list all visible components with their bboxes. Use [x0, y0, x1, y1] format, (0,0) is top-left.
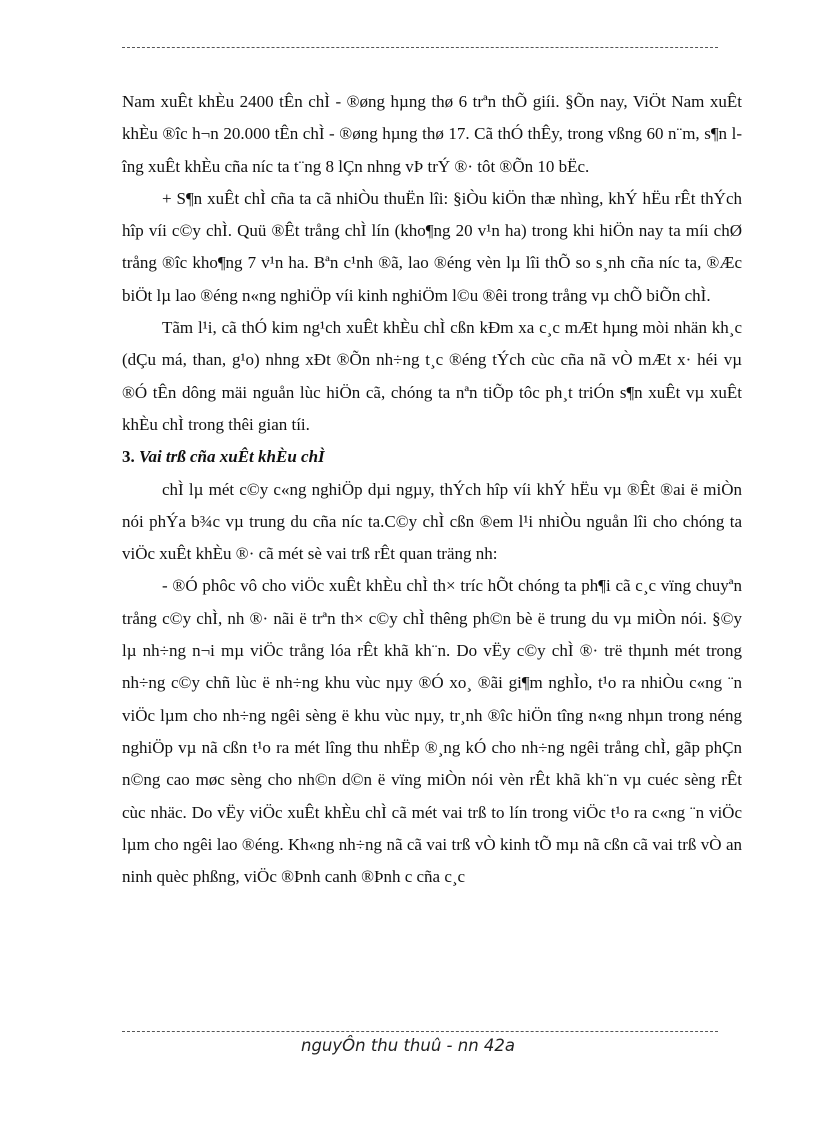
paragraph-tea-role-intro: chÌ lµ mét c©y c«ng nghiÖp dµi ngµy, thÝch hîp víi khÝ hËu vµ ®Êt ®ai ë miÒn nói phÝa b¾c vµ trung du cña níc ta.C©y chÌ cßn ®em l¹i nhiÒu nguån lîi cho chóng ta viÖc xuÊt khÈu ®· cã mét sè vai trß rÊt quan träng nh: — [122, 479, 742, 564]
paragraph-export-ranking: Nam xuÊt khÈu 2400 tÊn chÌ - ®øng hµng thø 6 trªn thÕ giíi. §Õn nay, ViÖt Nam xuÊt khÈu ®îc h¬n 20.000 tÊn chÌ - ®øng hµng thø 17. Cã thÓ thÊy, trong vßng 60 n¨m, s¶n lîng xuÊt khÈu cña níc ta t¨ng 8 lÇn nhng vÞ trÝ ®· tôt ®Õn 10 bËc. — [122, 92, 742, 176]
paragraph-summary: Tãm l¹i, cã thÓ kim ng¹ch xuÊt khÈu chÌ cßn kÐm xa c¸c mÆt hµng mòi nhän kh¸c (dÇu má, than, g¹o) nhng xÐt ®Õn nh÷ng t¸c ®éng tÝch cùc cña nã vÒ mÆt x· héi vµ ®Ó tÊn dông mäi nguån lùc hiÖn cã, chóng ta nªn tiÕp tôc ph¸t triÓn s¶n xuÊt vµ xuÊt khÈu chÌ trong thêi gian tíi. — [122, 318, 742, 434]
page-footer: nguyÔn thu thuû - nn 42a — [300, 1036, 516, 1055]
document-body — [122, 86, 742, 893]
header-divider — [122, 47, 718, 48]
paragraph-advantages: + S¶n xuÊt chÌ cña ta cã nhiÒu thuËn lîi: §iÒu kiÖn thæ nhìng, khÝ hËu rÊt thÝch hîp víi c©y chÌ. Quü ®Êt trång chÌ lín (kho¶ng 20 v¹n ha) trong khi hiÖn nay ta míi chØ trång ®îc kho¶ng 7 v¹n ha. Bªn c¹nh ®ã, lao ®éng vèn lµ lîi thÕ so s¸nh cña níc ta, ®Æc biÖt lµ lao ®éng n«ng nghiÖp víi kinh nghiÖm l©u ®êi trong trång vµ chÕ biÕn chÌ. — [122, 188, 742, 305]
section-heading — [122, 441, 742, 473]
paragraph-tea-role-detail: - ®Ó phôc vô cho viÖc xuÊt khÈu chÌ th× tríc hÕt chóng ta ph¶i cã c¸c vïng chuyªn trång c©y chÌ, nh ®· nãi ë trªn th× c©y chÌ thêng ph©n bè ë trung du vµ miÒn nói. §©y lµ nh÷ng n¬i mµ viÖc trång lóa rÊt khã kh¨n. Do vËy c©y chÌ ®· trë thµnh mét trong nh÷ng c©y chñ lùc ë nh÷ng khu vùc nµy ®Ó xo¸ ®ãi gi¶m nghÌo, t¹o ra nhiÒu c«ng ¨n viÖc lµm cho nh÷ng ngêi sèng ë khu vùc nµy, tr¸nh ®îc hiÖn tîng n«ng nhµn trong néng nghiÖp vµ nã cßn t¹o ra mét lîng thu nhËp ®¸ng kÓ cho nh÷ng ngêi trång chÌ, gãp phÇn n©ng cao møc sèng cho nh©n d©n ë vïng miÒn nói vèn rÊt khã kh¨n vµ cuéc sèng rÊt cùc nhäc. Do vËy viÖc xuÊt khÈu chÌ cã mét vai trß to lín trong viÖc t¹o ra c«ng ¨n viÖc lµm cho ngêi lao ®éng. Kh«ng nh÷ng nã cã vai trß vÒ kinh tÕ mµ nã cßn cã vai trß vÒ an ninh quèc phßng, viÖc ®Þnh canh ®Þnh c cña c¸c — [122, 576, 742, 887]
section-number: 3. — [122, 447, 135, 467]
section-title: Vai trß cña xuÊt khÈu chÌ — [139, 447, 325, 467]
footer-divider — [122, 1031, 718, 1032]
